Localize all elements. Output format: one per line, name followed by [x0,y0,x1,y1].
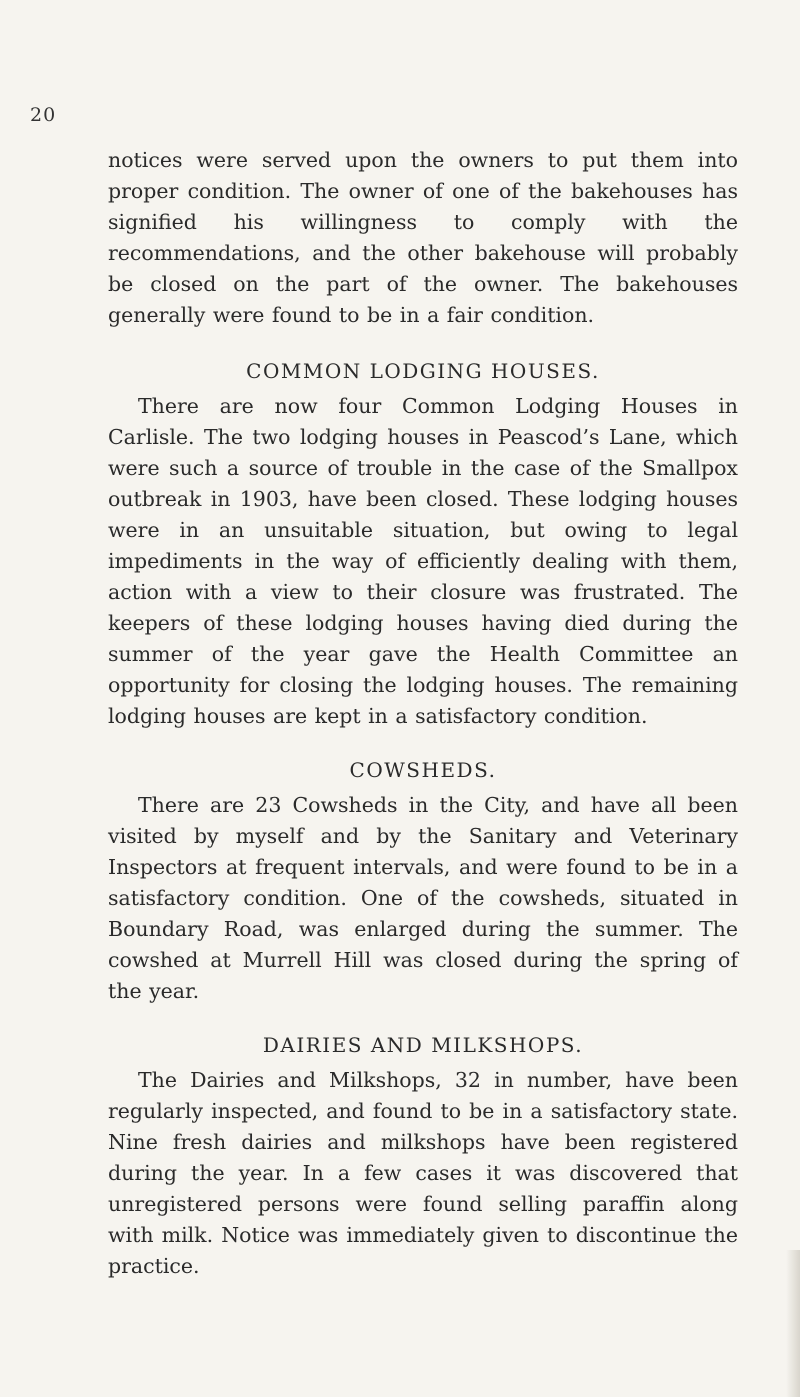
section-heading-cowsheds: COWSHEDS. [349,758,497,782]
text-body [108,145,738,1282]
page-number: 20 [30,104,57,126]
section-heading-dairies: DAIRIES AND MILKSHOPS. [262,1033,584,1057]
section-body-lodging-houses: There are now four Common Lodging Houses in Carlisle. The two lodging houses in Peascod’s Lane, which were such a source of trouble in the case of the Smallpox outbreak in 1903, have been closed. These lodging houses were in an unsuitable situation, but owing to legal impediments in the way of efficiently dealing with them, action with a view to their closure was frustrated. The keepers of these lodging houses having died during the summer of the year gave the Health Committee an opportunity for closing the lodging houses. The remaining lodging houses are kept in a satisfactory condition. [108,394,738,728]
page-edge-shadow [786,1250,800,1397]
section-heading-lodging-houses: COMMON LODGING HOUSES. [246,359,600,383]
intro-paragraph: notices were served upon the owners to put them into proper condition. The owner of one of the bakehouses has signified his willingness to comply with the recommendations, and the other bakehouse will probably be closed on the part of the owner. The bakehouses generally were found to be in a fair condition. [108,148,738,327]
section-body-cowsheds: There are 23 Cowsheds in the City, and have all been visited by myself and by the Sanitary and Veterinary Inspectors at frequent intervals, and were found to be in a satisfactory condition. One of the cowsheds, situated in Boundary Road, was enlarged during the summer. The cowshed at Murrell Hill was closed during the spring of the year. [108,793,738,1003]
section-body-dairies: The Dairies and Milkshops, 32 in number, have been regularly inspected, and found to be in a satisfactory state. Nine fresh dairies and milkshops have been registered during the year. In a few cases it was discovered that unregistered persons were found selling paraffin along with milk. Notice was immediately given to discontinue the practice. [108,1068,738,1278]
